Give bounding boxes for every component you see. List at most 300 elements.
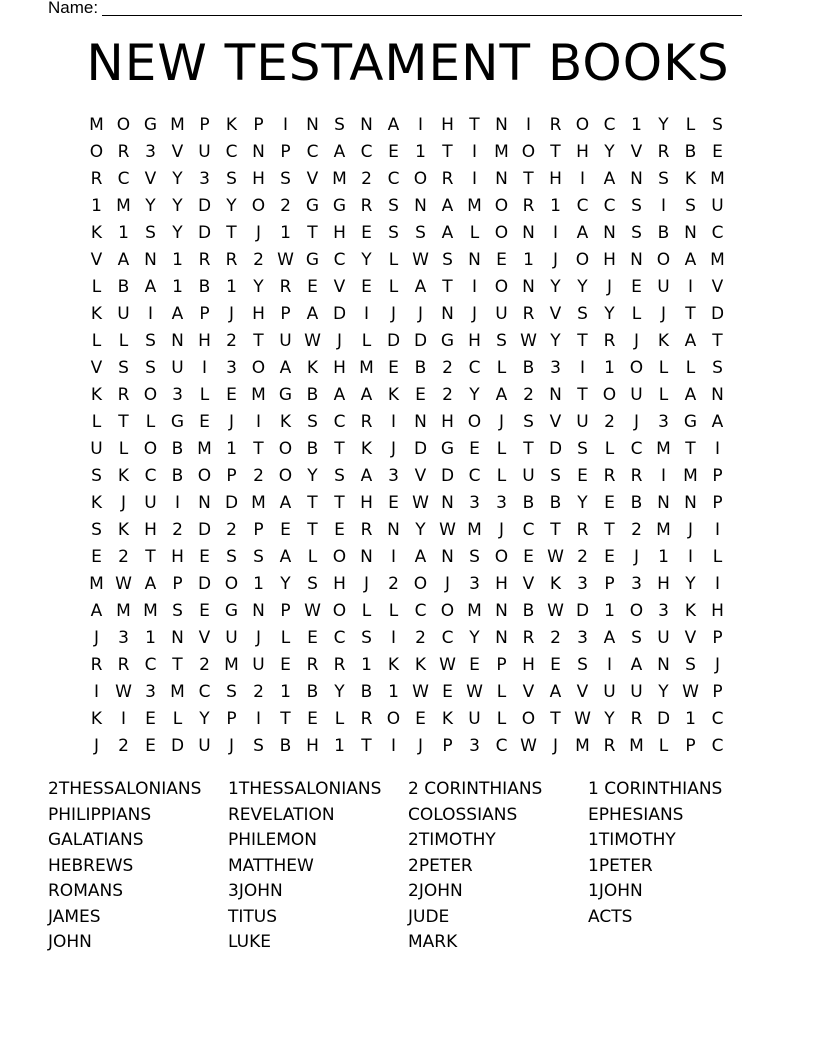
grid-letter[interactable]: P	[496, 655, 507, 675]
grid-letter[interactable]: A	[144, 277, 157, 297]
grid-letter[interactable]: E	[145, 736, 156, 756]
grid-letter[interactable]: U	[279, 331, 292, 351]
grid-letter[interactable]: P	[280, 142, 291, 162]
grid-letter[interactable]: J	[498, 520, 504, 540]
grid-letter[interactable]: O	[494, 547, 509, 567]
grid-letter[interactable]: W	[412, 250, 429, 270]
grid-letter[interactable]: Y	[361, 250, 372, 270]
grid-letter[interactable]: I	[714, 574, 720, 594]
grid-letter[interactable]: J	[255, 628, 261, 648]
grid-letter[interactable]: P	[280, 601, 291, 621]
grid-letter[interactable]: E	[388, 493, 399, 513]
grid-letter[interactable]: M	[494, 142, 509, 162]
grid-letter[interactable]: E	[91, 547, 102, 567]
grid-letter[interactable]: N	[441, 547, 454, 567]
grid-letter[interactable]: M	[467, 196, 482, 216]
grid-letter[interactable]: B	[360, 682, 373, 702]
grid-letter[interactable]: A	[684, 331, 697, 351]
grid-letter[interactable]: A	[549, 682, 562, 702]
grid-letter[interactable]: R	[117, 655, 130, 675]
grid-letter[interactable]: L	[496, 682, 507, 702]
grid-letter[interactable]: R	[630, 466, 643, 486]
grid-letter[interactable]: U	[225, 628, 238, 648]
grid-letter[interactable]: P	[280, 304, 291, 324]
grid-letter[interactable]: N	[603, 223, 616, 243]
grid-letter[interactable]: S	[550, 466, 561, 486]
grid-letter[interactable]: C	[522, 520, 535, 540]
grid-letter[interactable]: 2	[577, 547, 588, 567]
grid-letter[interactable]: Y	[469, 385, 480, 405]
grid-letter[interactable]: L	[388, 601, 399, 621]
grid-letter[interactable]: H	[711, 601, 724, 621]
grid-letter[interactable]: T	[118, 412, 129, 432]
grid-letter[interactable]: S	[253, 736, 264, 756]
grid-letter[interactable]: J	[228, 412, 234, 432]
grid-letter[interactable]: E	[199, 412, 210, 432]
grid-letter[interactable]: G	[332, 196, 347, 216]
grid-letter[interactable]: M	[710, 250, 725, 270]
grid-letter[interactable]: L	[631, 304, 642, 324]
grid-letter[interactable]: V	[198, 628, 211, 648]
grid-letter[interactable]: O	[440, 601, 455, 621]
grid-letter[interactable]: U	[198, 736, 211, 756]
grid-letter[interactable]: N	[441, 493, 454, 513]
grid-letter[interactable]: N	[252, 142, 265, 162]
grid-letter[interactable]: P	[712, 466, 723, 486]
grid-letter[interactable]: E	[712, 142, 723, 162]
grid-letter[interactable]: C	[576, 196, 589, 216]
grid-letter[interactable]: W	[547, 547, 564, 567]
grid-letter[interactable]: V	[522, 574, 535, 594]
grid-letter[interactable]: U	[252, 655, 265, 675]
grid-letter[interactable]: 1	[550, 196, 561, 216]
grid-letter[interactable]: U	[657, 628, 670, 648]
grid-letter[interactable]: P	[712, 682, 723, 702]
grid-letter[interactable]: V	[306, 169, 319, 189]
grid-letter[interactable]: R	[117, 142, 130, 162]
grid-letter[interactable]: Y	[469, 628, 480, 648]
grid-letter[interactable]: N	[522, 223, 535, 243]
grid-letter[interactable]: A	[684, 250, 697, 270]
grid-letter[interactable]: W	[520, 736, 537, 756]
grid-letter[interactable]: A	[279, 547, 292, 567]
grid-letter[interactable]: M	[251, 493, 266, 513]
grid-letter[interactable]: L	[658, 736, 669, 756]
grid-letter[interactable]: O	[278, 466, 293, 486]
grid-letter[interactable]: V	[144, 169, 157, 189]
grid-letter[interactable]: H	[252, 304, 265, 324]
grid-letter[interactable]: H	[333, 223, 346, 243]
grid-letter[interactable]: 1	[658, 547, 669, 567]
grid-letter[interactable]: 2	[172, 520, 183, 540]
grid-letter[interactable]: C	[711, 223, 724, 243]
grid-letter[interactable]: A	[630, 655, 643, 675]
grid-letter[interactable]: I	[390, 547, 396, 567]
grid-letter[interactable]: 3	[145, 682, 156, 702]
grid-letter[interactable]: Y	[604, 709, 615, 729]
grid-letter[interactable]: U	[657, 277, 670, 297]
grid-letter[interactable]: N	[387, 520, 400, 540]
grid-letter[interactable]: C	[414, 601, 427, 621]
grid-letter[interactable]: R	[657, 142, 670, 162]
grid-letter[interactable]: R	[603, 466, 616, 486]
grid-letter[interactable]: Y	[226, 196, 237, 216]
grid-letter[interactable]: T	[469, 115, 480, 135]
grid-letter[interactable]: O	[116, 115, 131, 135]
grid-letter[interactable]: S	[631, 628, 642, 648]
grid-letter[interactable]: N	[495, 115, 508, 135]
grid-letter[interactable]: L	[118, 331, 129, 351]
grid-letter[interactable]: O	[467, 412, 482, 432]
grid-letter[interactable]: U	[468, 709, 481, 729]
grid-letter[interactable]: 3	[496, 493, 507, 513]
grid-letter[interactable]: W	[412, 682, 429, 702]
grid-letter[interactable]: T	[307, 223, 318, 243]
grid-letter[interactable]: 2	[118, 547, 129, 567]
grid-letter[interactable]: T	[334, 439, 345, 459]
grid-letter[interactable]: N	[360, 115, 373, 135]
grid-letter[interactable]: O	[413, 169, 428, 189]
grid-letter[interactable]: T	[550, 520, 561, 540]
grid-letter[interactable]: U	[144, 493, 157, 513]
grid-letter[interactable]: R	[198, 250, 211, 270]
grid-letter[interactable]: J	[255, 223, 261, 243]
grid-letter[interactable]: T	[523, 439, 534, 459]
grid-letter[interactable]: G	[143, 115, 158, 135]
grid-letter[interactable]: U	[117, 304, 130, 324]
grid-letter[interactable]: O	[197, 466, 212, 486]
grid-letter[interactable]: D	[170, 736, 185, 756]
grid-letter[interactable]: G	[170, 412, 185, 432]
grid-letter[interactable]: C	[603, 115, 616, 135]
grid-letter[interactable]: D	[656, 709, 671, 729]
grid-letter[interactable]: 1	[604, 358, 615, 378]
grid-letter[interactable]: C	[333, 412, 346, 432]
grid-letter[interactable]: S	[631, 223, 642, 243]
grid-letter[interactable]: B	[522, 358, 535, 378]
grid-letter[interactable]: C	[495, 736, 508, 756]
grid-letter[interactable]: 3	[469, 493, 480, 513]
grid-letter[interactable]: P	[199, 304, 210, 324]
grid-letter[interactable]: T	[226, 223, 237, 243]
grid-letter[interactable]: R	[360, 412, 373, 432]
grid-letter[interactable]: J	[336, 331, 342, 351]
grid-letter[interactable]: D	[386, 331, 401, 351]
grid-letter[interactable]: T	[253, 439, 264, 459]
grid-letter[interactable]: H	[441, 412, 454, 432]
grid-letter[interactable]: 2	[604, 412, 615, 432]
grid-letter[interactable]: O	[656, 250, 671, 270]
grid-letter[interactable]: M	[575, 736, 590, 756]
grid-letter[interactable]: S	[388, 196, 399, 216]
grid-letter[interactable]: 1	[604, 601, 615, 621]
grid-letter[interactable]: I	[606, 655, 612, 675]
grid-letter[interactable]: I	[417, 115, 423, 135]
grid-letter[interactable]: Y	[685, 574, 696, 594]
grid-letter[interactable]: S	[280, 169, 291, 189]
grid-letter[interactable]: I	[714, 520, 720, 540]
grid-letter[interactable]: L	[496, 466, 507, 486]
grid-letter[interactable]: O	[575, 115, 590, 135]
grid-letter[interactable]: K	[279, 412, 292, 432]
grid-letter[interactable]: 1	[415, 142, 426, 162]
grid-letter[interactable]: 1	[523, 250, 534, 270]
grid-letter[interactable]: I	[255, 412, 261, 432]
grid-letter[interactable]: 1	[145, 628, 156, 648]
grid-letter[interactable]: Y	[604, 304, 615, 324]
grid-letter[interactable]: Y	[577, 277, 588, 297]
grid-letter[interactable]: 2	[415, 628, 426, 648]
grid-letter[interactable]: G	[440, 331, 455, 351]
grid-letter[interactable]: N	[252, 601, 265, 621]
grid-letter[interactable]: C	[225, 142, 238, 162]
grid-letter[interactable]: V	[630, 142, 643, 162]
grid-letter[interactable]: Y	[550, 277, 561, 297]
grid-letter[interactable]: S	[388, 223, 399, 243]
grid-letter[interactable]: 2	[280, 196, 291, 216]
grid-letter[interactable]: A	[576, 223, 589, 243]
grid-letter[interactable]: 2	[523, 385, 534, 405]
grid-letter[interactable]: G	[440, 439, 455, 459]
grid-letter[interactable]: V	[711, 277, 724, 297]
grid-letter[interactable]: J	[93, 736, 99, 756]
grid-letter[interactable]: H	[333, 358, 346, 378]
grid-letter[interactable]: W	[574, 709, 591, 729]
grid-letter[interactable]: P	[604, 574, 615, 594]
grid-letter[interactable]: S	[685, 196, 696, 216]
grid-letter[interactable]: R	[306, 655, 319, 675]
grid-letter[interactable]: L	[685, 358, 696, 378]
grid-letter[interactable]: 3	[469, 736, 480, 756]
grid-letter[interactable]: N	[171, 331, 184, 351]
grid-letter[interactable]: W	[547, 601, 564, 621]
grid-letter[interactable]: Y	[550, 331, 561, 351]
grid-letter[interactable]: A	[603, 628, 616, 648]
grid-letter[interactable]: U	[576, 412, 589, 432]
grid-letter[interactable]: 2	[253, 466, 264, 486]
grid-letter[interactable]: J	[498, 412, 504, 432]
grid-letter[interactable]: R	[522, 304, 535, 324]
grid-letter[interactable]: A	[144, 574, 157, 594]
grid-letter[interactable]: R	[522, 196, 535, 216]
grid-letter[interactable]: E	[631, 277, 642, 297]
grid-letter[interactable]: I	[390, 628, 396, 648]
grid-letter[interactable]: J	[363, 574, 369, 594]
grid-letter[interactable]: S	[577, 439, 588, 459]
grid-letter[interactable]: E	[334, 520, 345, 540]
grid-letter[interactable]: S	[145, 358, 156, 378]
grid-letter[interactable]: T	[577, 331, 588, 351]
grid-letter[interactable]: S	[415, 223, 426, 243]
grid-letter[interactable]: E	[361, 223, 372, 243]
grid-letter[interactable]: M	[170, 682, 185, 702]
grid-letter[interactable]: L	[91, 331, 102, 351]
grid-letter[interactable]: M	[467, 601, 482, 621]
grid-letter[interactable]: 1	[91, 196, 102, 216]
grid-letter[interactable]: T	[442, 142, 453, 162]
grid-letter[interactable]: E	[415, 385, 426, 405]
grid-letter[interactable]: I	[147, 304, 153, 324]
grid-letter[interactable]: E	[388, 358, 399, 378]
grid-letter[interactable]: I	[120, 709, 126, 729]
grid-letter[interactable]: S	[334, 466, 345, 486]
grid-letter[interactable]: D	[710, 304, 725, 324]
grid-letter[interactable]: I	[552, 223, 558, 243]
grid-letter[interactable]: T	[172, 655, 183, 675]
grid-letter[interactable]: J	[417, 736, 423, 756]
grid-letter[interactable]: O	[521, 709, 536, 729]
grid-letter[interactable]: T	[577, 385, 588, 405]
grid-letter[interactable]: J	[552, 736, 558, 756]
grid-letter[interactable]: T	[523, 169, 534, 189]
grid-letter[interactable]: N	[360, 547, 373, 567]
grid-letter[interactable]: 1	[388, 682, 399, 702]
grid-letter[interactable]: S	[361, 628, 372, 648]
grid-letter[interactable]: 1	[172, 250, 183, 270]
grid-letter[interactable]: S	[631, 196, 642, 216]
grid-letter[interactable]: P	[685, 736, 696, 756]
grid-letter[interactable]: E	[388, 142, 399, 162]
grid-letter[interactable]: Y	[334, 682, 345, 702]
grid-letter[interactable]: U	[171, 358, 184, 378]
grid-letter[interactable]: 2	[442, 358, 453, 378]
grid-letter[interactable]: S	[253, 547, 264, 567]
grid-letter[interactable]: D	[548, 439, 563, 459]
grid-letter[interactable]: A	[171, 304, 184, 324]
grid-letter[interactable]: C	[306, 142, 319, 162]
grid-letter[interactable]: J	[552, 250, 558, 270]
grid-letter[interactable]: K	[90, 223, 103, 243]
grid-letter[interactable]: N	[441, 304, 454, 324]
grid-letter[interactable]: 3	[172, 385, 183, 405]
grid-letter[interactable]: M	[116, 601, 131, 621]
grid-letter[interactable]: R	[441, 169, 454, 189]
grid-letter[interactable]: D	[332, 304, 347, 324]
grid-letter[interactable]: L	[91, 277, 102, 297]
grid-letter[interactable]: K	[684, 601, 697, 621]
grid-letter[interactable]: T	[280, 709, 291, 729]
grid-letter[interactable]: C	[711, 709, 724, 729]
grid-letter[interactable]: 2	[388, 574, 399, 594]
grid-letter[interactable]: N	[684, 493, 697, 513]
grid-letter[interactable]: Y	[145, 196, 156, 216]
grid-letter[interactable]: Y	[658, 115, 669, 135]
grid-letter[interactable]: J	[471, 304, 477, 324]
grid-letter[interactable]: N	[495, 169, 508, 189]
grid-letter[interactable]: O	[143, 385, 158, 405]
grid-letter[interactable]: C	[711, 736, 724, 756]
grid-letter[interactable]: 1	[253, 574, 264, 594]
grid-letter[interactable]: G	[305, 196, 320, 216]
grid-letter[interactable]: B	[657, 223, 670, 243]
grid-letter[interactable]: C	[198, 682, 211, 702]
grid-letter[interactable]: J	[606, 277, 612, 297]
grid-letter[interactable]: L	[199, 385, 210, 405]
grid-letter[interactable]: V	[684, 628, 697, 648]
grid-letter[interactable]: S	[442, 250, 453, 270]
grid-letter[interactable]: 1	[172, 277, 183, 297]
grid-letter[interactable]: 3	[631, 574, 642, 594]
grid-letter[interactable]: L	[604, 439, 615, 459]
grid-letter[interactable]: B	[306, 439, 319, 459]
grid-letter[interactable]: U	[198, 142, 211, 162]
grid-letter[interactable]: T	[253, 331, 264, 351]
grid-letter[interactable]: Y	[280, 574, 291, 594]
grid-letter[interactable]: M	[683, 466, 698, 486]
grid-letter[interactable]: A	[441, 223, 454, 243]
grid-letter[interactable]: M	[359, 358, 374, 378]
grid-letter[interactable]: L	[685, 115, 696, 135]
grid-letter[interactable]: S	[712, 115, 723, 135]
grid-letter[interactable]: E	[496, 250, 507, 270]
grid-letter[interactable]: D	[197, 223, 212, 243]
grid-letter[interactable]: P	[442, 736, 453, 756]
grid-letter[interactable]: A	[117, 250, 130, 270]
grid-letter[interactable]: W	[277, 250, 294, 270]
grid-letter[interactable]: M	[251, 385, 266, 405]
grid-letter[interactable]: I	[714, 439, 720, 459]
grid-letter[interactable]: 3	[577, 574, 588, 594]
grid-letter[interactable]: C	[387, 169, 400, 189]
grid-letter[interactable]: O	[224, 574, 239, 594]
grid-letter[interactable]: E	[307, 709, 318, 729]
grid-letter[interactable]: B	[171, 466, 184, 486]
grid-letter[interactable]: M	[467, 520, 482, 540]
grid-letter[interactable]: K	[387, 385, 400, 405]
grid-letter[interactable]: R	[360, 709, 373, 729]
grid-letter[interactable]: B	[306, 682, 319, 702]
grid-letter[interactable]: W	[412, 493, 429, 513]
grid-letter[interactable]: 3	[469, 574, 480, 594]
grid-letter[interactable]: Y	[415, 520, 426, 540]
grid-letter[interactable]: A	[495, 385, 508, 405]
grid-letter[interactable]: M	[710, 169, 725, 189]
grid-letter[interactable]: B	[549, 493, 562, 513]
grid-letter[interactable]: T	[307, 493, 318, 513]
grid-letter[interactable]: D	[413, 331, 428, 351]
grid-letter[interactable]: N	[711, 385, 724, 405]
grid-letter[interactable]: N	[495, 601, 508, 621]
grid-letter[interactable]: I	[579, 169, 585, 189]
grid-letter[interactable]: K	[387, 655, 400, 675]
grid-letter[interactable]: A	[90, 601, 103, 621]
grid-letter[interactable]: U	[630, 385, 643, 405]
grid-letter[interactable]: 2	[226, 331, 237, 351]
grid-letter[interactable]: Y	[172, 169, 183, 189]
grid-letter[interactable]: E	[145, 709, 156, 729]
grid-letter[interactable]: H	[171, 547, 184, 567]
grid-letter[interactable]: S	[469, 547, 480, 567]
grid-letter[interactable]: T	[550, 142, 561, 162]
grid-letter[interactable]: U	[630, 682, 643, 702]
grid-letter[interactable]: 3	[118, 628, 129, 648]
grid-letter[interactable]: U	[495, 304, 508, 324]
grid-letter[interactable]: R	[90, 169, 103, 189]
grid-letter[interactable]: E	[199, 601, 210, 621]
grid-letter[interactable]: P	[172, 574, 183, 594]
grid-letter[interactable]: Y	[199, 709, 210, 729]
grid-letter[interactable]: J	[228, 304, 234, 324]
grid-letter[interactable]: W	[682, 682, 699, 702]
grid-letter[interactable]: U	[603, 682, 616, 702]
grid-letter[interactable]: O	[386, 709, 401, 729]
grid-letter[interactable]: 1	[226, 439, 237, 459]
grid-letter[interactable]: A	[333, 142, 346, 162]
grid-letter[interactable]: I	[471, 277, 477, 297]
grid-letter[interactable]: 1	[118, 223, 129, 243]
grid-letter[interactable]: L	[658, 358, 669, 378]
grid-letter[interactable]: R	[333, 655, 346, 675]
